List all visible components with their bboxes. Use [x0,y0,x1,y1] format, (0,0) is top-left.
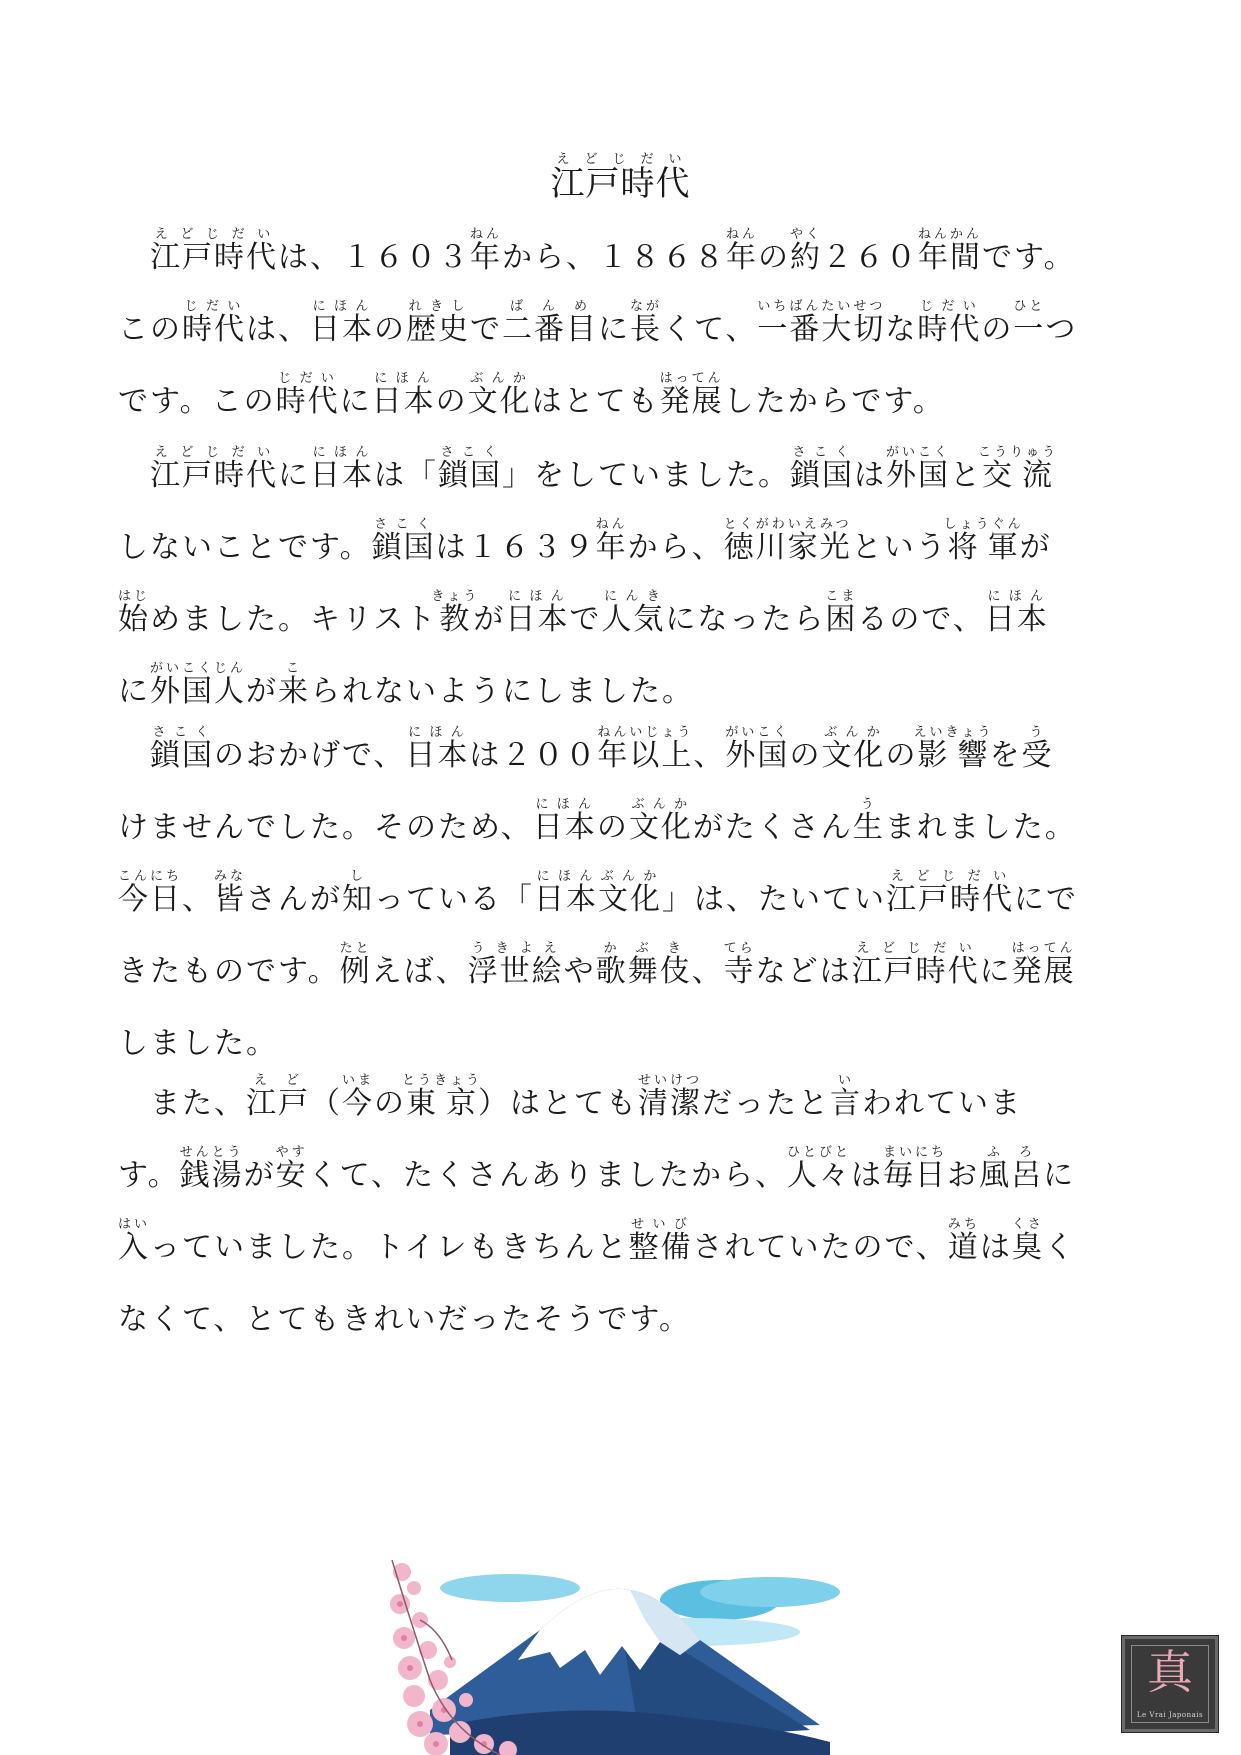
furigana-reading: にほん [505,589,570,604]
furigana-reading: うきよえ [467,941,564,956]
text-line: なくて、とてもきれいだったそうです。 [118,1302,691,1337]
furigana-reading: いま [342,1073,375,1088]
furigana-reading: はってん [1011,941,1076,956]
furigana-word: 知し [342,869,375,917]
furigana-reading: とうきょう [402,1073,483,1088]
furigana-word: 今いま [342,1073,375,1121]
furigana-word: 長なが [630,299,663,347]
text-line: 今日こんにち、皆みなさんが知しっている「日本文化にほんぶんか」は、たいてい江戸時代えどじだいにで [118,869,1079,917]
furigana-word: 今日こんにち [118,869,183,917]
furigana-reading: こ [278,661,310,676]
furigana-reading: にほんぶんか [534,869,662,884]
paragraph-sakoku [118,440,1128,728]
furigana-word: 来こ [278,661,311,709]
mount-fuji-illustration [390,1560,870,1755]
text-line: また、江戸えど（今いまの東京とうきょう）はとても清潔せいけつだったと言いわれていま [118,1073,1023,1121]
furigana-word: 影響えいきょう [913,725,994,773]
paragraph-edo-period-intro [118,222,1128,438]
furigana-word: 言い [830,1073,863,1121]
furigana-word: 文化ぶんか [821,725,886,773]
text-line: けませんでした。そのため、日本にほんの文化ぶんかがたくさん生うまれました。 [118,797,1077,845]
furigana-reading: さこく [371,517,436,532]
furigana-word: 時代じだい [275,371,340,419]
furigana-reading: ねんいじょう [597,725,694,740]
furigana-word: 江戸時代えどじだい [150,227,278,275]
furigana-reading: じだい [182,299,246,314]
furigana-word: 日本にほん [405,725,470,773]
page-title [0,152,1241,215]
cloud-shape [700,1577,840,1607]
furigana-reading: たと [339,941,372,956]
furigana-reading: さこく [438,445,502,460]
furigana-reading: ふろ [979,1145,1044,1160]
furigana-reading: とくがわいえみつ [723,517,852,532]
furigana-word: 浮世絵うきよえ [467,941,564,989]
furigana-word: 日本にほん [532,797,597,845]
furigana-reading: がいこくじん [150,661,247,676]
furigana-word: 銭湯せんとう [179,1145,244,1193]
furigana-word: 日本にほん [310,445,374,493]
text-line: しないことです。鎖国さこくは１６３９年ねんから、徳川家光とくがわいえみつという将軍しょうぐんが [118,517,1052,565]
furigana-reading: がいこく [886,445,951,460]
furigana-word: 一番大切いちばんたいせつ [757,299,886,347]
furigana-word: 毎日まいにち [883,1145,948,1193]
furigana-reading: やす [275,1145,308,1160]
furigana-reading: きょう [431,589,480,604]
text-line: す。銭湯せんとうが安やすくて、たくさんありましたから、人々ひとびとは毎日まいにちお風呂ふろに [118,1145,1076,1193]
furigana-reading: みち [947,1217,980,1232]
furigana-word: 日本にほん [310,299,374,347]
text-line: 江戸時代えどじだいに日本にほんは「鎖国さこく」をしていました。鎖国さこくは外国がいこくと交流こうりゅう [150,445,1059,493]
furigana-reading: はい [118,1217,151,1232]
furigana-reading: こんにち [118,869,183,884]
furigana-word: 入はい [118,1217,151,1265]
furigana-word: 日本にほん [371,371,436,419]
furigana-reading: う [852,797,885,812]
furigana-reading: にほん [984,589,1049,604]
furigana-word: 清潔せいけつ [638,1073,703,1121]
furigana-reading: ぶんか [467,371,532,386]
furigana-word: 日本文化にほんぶんか [534,869,663,917]
furigana-word: 例たと [339,941,372,989]
logo-subtitle: Le Vrai Japonais [1136,1711,1204,1719]
brand-logo [1122,1636,1218,1732]
furigana-reading: ひとびと [787,1145,852,1160]
furigana-word: 始はじ [118,589,151,637]
furigana-reading: せいけつ [638,1073,703,1088]
furigana-word: 人々ひとびと [787,1145,852,1193]
furigana-word: 歴史れきし [406,299,470,347]
text-line: きたものです。例たとえば、浮世絵うきよえや歌舞伎かぶき、寺てらなどは江戸時代えどじだいに発展はってん [118,941,1076,989]
furigana-word: 外国人がいこくじん [150,661,247,709]
furigana-word: 江戸時代えどじだい [150,445,278,493]
text-line: 鎖国さこくのおかげで、日本にほんは２００年以上ねんいじょう、外国がいこくの文化ぶんかの影響えいきょうを受う [150,725,1054,773]
furigana-reading: みな [214,869,247,884]
furigana-word: 外国がいこく [725,725,790,773]
furigana-word: 人気にんき [601,589,666,637]
paragraph-edo-cleanliness [118,1068,1128,1356]
furigana-word: 文化ぶんか [467,371,532,419]
furigana-reading: えどじだい [550,152,691,167]
furigana-word: 寺てら [723,941,756,989]
furigana-word: 文化ぶんか [628,797,693,845]
furigana-reading: ぶんか [821,725,886,740]
furigana-word: 整備せいび [628,1217,693,1265]
furigana-reading: せいび [628,1217,693,1232]
furigana-reading: せんとう [179,1145,244,1160]
furigana-word: 江戸えど [246,1073,310,1121]
furigana-reading: いちばんたいせつ [757,299,886,314]
furigana-word: 臭くさ [1011,1217,1044,1265]
furigana-word: 日本にほん [984,589,1049,637]
furigana-word: 生う [852,797,885,845]
furigana-reading: てら [723,941,756,956]
furigana-reading: こうりゅう [978,445,1059,460]
furigana-reading: かぶき [595,941,692,956]
furigana-word: 一ひと [1013,299,1046,347]
furigana-reading: じだい [275,371,340,386]
furigana-reading: こま [825,589,858,604]
furigana-word: 年ねん [470,227,503,275]
furigana-word: 約やく [790,227,823,275]
furigana-reading: さこく [790,445,854,460]
furigana-reading: えどじだい [851,941,980,956]
furigana-reading: えいきょう [913,725,994,740]
furigana-reading: にんき [601,589,666,604]
furigana-word: 受う [1021,725,1054,773]
furigana-word: 将軍しょうぐん [943,517,1024,565]
furigana-word: 交流こうりゅう [978,445,1059,493]
furigana-word: 風呂ふろ [979,1145,1044,1193]
furigana-reading: にほん [371,371,436,386]
furigana-word: 鎖国さこく [790,445,854,493]
furigana-word: 教きょう [431,589,480,637]
furigana-reading: なが [630,299,663,314]
furigana-word: 江戸時代えどじだい [851,941,980,989]
furigana-reading: ひと [1013,299,1046,314]
furigana-reading: まいにち [883,1145,948,1160]
furigana-word: 歌舞伎かぶき [595,941,692,989]
furigana-word: 安やす [275,1145,308,1193]
furigana-word: 年以上ねんいじょう [597,725,694,773]
furigana-reading: えど [246,1073,310,1088]
furigana-reading: し [342,869,374,884]
furigana-word: 年ねん [595,517,628,565]
furigana-word: 発展はってん [1011,941,1076,989]
furigana-word: 困こま [825,589,858,637]
furigana-reading: えどじだい [150,227,278,242]
logo-kanji: 真 [1147,1645,1193,1699]
furigana-word: 時代じだい [182,299,246,347]
furigana-reading: ねん [595,517,628,532]
text-line: です。この時代じだいに日本にほんの文化ぶんかはとても発展はってんしたからです。 [118,371,945,419]
furigana-word: 東京とうきょう [402,1073,483,1121]
furigana-word: 皆みな [214,869,247,917]
furigana-word: 年ねん [726,227,759,275]
furigana-reading: ぶんか [628,797,693,812]
furigana-word: 外国がいこく [886,445,951,493]
furigana-reading: はってん [659,371,724,386]
furigana-word: 徳川家光とくがわいえみつ [723,517,852,565]
furigana-word: 年間ねんかん [918,227,983,275]
furigana-word: 日本にほん [505,589,570,637]
text-line: に外国人がいこくじんが来こられないようにしました。 [118,661,695,709]
furigana-word: 発展はってん [659,371,724,419]
furigana-reading: やく [790,227,823,242]
furigana-reading: ばんめ [502,299,598,314]
furigana-reading: にほん [310,299,374,314]
furigana-reading: しょうぐん [943,517,1024,532]
furigana-word: 鎖国さこく [371,517,436,565]
furigana-word: 鎖国さこく [438,445,502,493]
text-line: 始はじめました。キリスト教きょうが日本にほんで人気にんきになったら困こまるので、日本にほん [118,589,1049,637]
furigana-word: 江戸時代えどじだい [886,869,1015,917]
furigana-reading: い [830,1073,863,1088]
furigana-reading: さこく [150,725,214,740]
furigana-reading: にほん [405,725,470,740]
cloud-shape [440,1574,580,1602]
furigana-word: 鎖国さこく [150,725,214,773]
furigana-word: 江戸時代えどじだい [550,152,691,204]
furigana-reading: じだい [917,299,982,314]
paragraph-sakoku-culture [118,720,1128,1080]
furigana-reading: ねんかん [918,227,983,242]
furigana-reading: はじ [118,589,151,604]
furigana-reading: がいこく [725,725,790,740]
furigana-reading: ねん [726,227,759,242]
furigana-reading: にほん [532,797,597,812]
furigana-reading: くさ [1011,1217,1044,1232]
furigana-reading: れきし [406,299,470,314]
text-line: 江戸時代えどじだいは、１６０３年ねんから、１８６８年ねんの約やく２６０年間ねんかんです。 [150,227,1076,275]
furigana-word: 時代じだい [917,299,982,347]
furigana-reading: う [1021,725,1054,740]
furigana-reading: えどじだい [150,445,278,460]
furigana-reading: えどじだい [886,869,1015,884]
furigana-word: 二番目ばんめ [502,299,598,347]
text-line: しました。 [118,1026,278,1061]
text-line: この時代じだいは、日本にほんの歴史れきしで二番目ばんめに長ながくて、一番大切いちばんたいせつな時代じだいの一ひとつ [118,299,1078,347]
furigana-reading: ねん [470,227,503,242]
furigana-reading: にほん [310,445,374,460]
furigana-word: 道みち [947,1217,980,1265]
text-line: 入はいっていました。トイレもきちんと整備せいびされていたので、道みちは臭くさく [118,1217,1076,1265]
